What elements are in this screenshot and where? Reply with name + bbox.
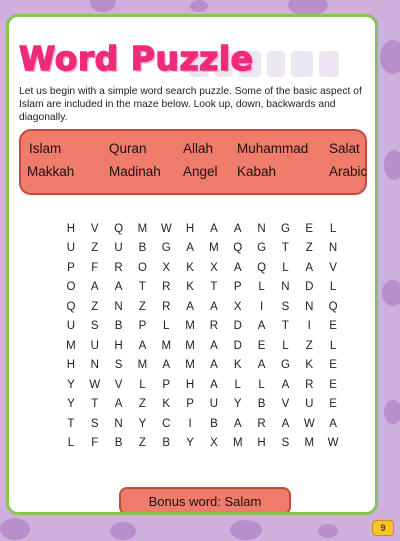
word-islam: Islam [29,141,62,156]
word-list-row [21,164,368,184]
grid-letter[interactable]: Z [138,437,146,450]
grid-letter[interactable]: V [114,378,123,391]
grid-letter[interactable]: P [138,320,147,333]
grid-letter[interactable]: N [305,300,314,313]
background-dot [384,400,400,424]
intro-text: Let us begin with a simple word search puzzle. Some of the basic aspect of Islam are included in the maze below. Look up, down, backwards and diagonally. [19,86,362,123]
background-dot [384,150,400,180]
grid-letter[interactable]: Q [114,222,124,235]
word-kabah: Kabah [237,164,277,179]
grid-letter[interactable]: N [90,359,99,372]
background-dot [0,518,30,540]
grid-letter[interactable]: U [305,398,314,411]
grid-letter[interactable]: C [162,417,171,430]
grid-letter[interactable]: H [114,339,123,352]
grid-letter[interactable]: N [114,300,123,313]
background-dot [90,0,116,12]
word-madinah: Madinah [109,164,161,179]
page-title: Word Puzzle [19,39,254,78]
grid-letter[interactable]: H [66,222,76,235]
grid-letter[interactable]: M [185,339,195,352]
grid-letter[interactable]: L [282,339,289,352]
background-dot [380,40,400,74]
grid-letter[interactable]: U [90,339,99,352]
grid-letter[interactable]: A [281,378,290,391]
bonus-word-box [119,487,291,515]
grid-letter[interactable]: Z [91,300,99,313]
grid-letter[interactable]: B [114,437,123,450]
grid-letter[interactable]: M [66,339,76,352]
grid-letter[interactable]: B [162,437,171,450]
grid-letter[interactable]: L [258,281,265,294]
bonus-label: Bonus word: [148,493,221,509]
background-dot [110,522,136,540]
grid-letter[interactable]: O [66,281,76,294]
word-quran: Quran [109,141,147,156]
grid-letter[interactable]: L [329,339,337,352]
word-salat: Salat [329,141,360,156]
grid-letter[interactable]: R [209,320,219,333]
grid-letter[interactable]: Y [67,378,75,391]
grid-letter[interactable]: T [91,398,99,411]
grid-letter[interactable]: B [257,398,266,411]
grid-letter[interactable]: H [66,359,76,372]
background-dot [382,280,400,306]
grid-letter[interactable]: A [186,300,194,313]
grid-letter[interactable]: A [210,339,218,352]
grid-letter[interactable]: D [233,320,242,333]
grid-letter[interactable]: I [307,320,311,333]
grid-letter[interactable]: P [233,281,242,294]
grid-letter[interactable]: G [257,242,267,255]
grid-letter[interactable]: W [303,417,315,430]
grid-letter[interactable]: U [209,398,219,411]
grid-letter[interactable]: V [281,398,290,411]
grid-letter[interactable]: B [210,417,218,430]
grid-letter[interactable]: L [67,437,75,450]
grid-letter[interactable]: A [329,417,337,430]
grid-letter[interactable]: K [233,359,242,372]
grid-letter[interactable]: T [281,320,289,333]
grid-letter[interactable]: Q [328,300,338,313]
grid-letter[interactable]: H [185,222,195,235]
grid-letter[interactable]: Z [138,398,146,411]
grid-letter[interactable]: E [329,398,337,411]
grid-letter[interactable]: A [233,417,242,430]
grid-letter[interactable]: I [259,300,264,313]
grid-letter[interactable]: U [66,242,76,255]
grid-letter[interactable]: F [91,261,99,274]
puzzle-card [6,14,378,515]
grid-letter[interactable]: A [138,339,147,352]
grid-letter[interactable]: R [162,281,171,294]
grid-letter[interactable]: S [281,300,290,313]
grid-letter[interactable]: R [162,300,171,313]
grid-letter[interactable]: A [114,281,123,294]
grid-letter[interactable]: S [90,417,99,430]
bonus-word: Salam [224,493,262,509]
grid-letter[interactable]: U [114,242,123,255]
grid-letter[interactable]: M [232,437,243,450]
grid-letter[interactable]: Q [257,261,267,274]
grid-letter[interactable]: R [114,261,123,274]
grid-letter[interactable]: Y [233,398,242,411]
page-number: 9 [372,520,394,536]
grid-letter[interactable]: D [305,281,314,294]
grid-letter[interactable]: S [281,437,290,450]
grid-letter[interactable]: K [162,398,171,411]
grid-letter[interactable]: E [329,378,337,391]
grid-letter[interactable]: L [329,281,337,294]
grid-letter[interactable]: E [305,222,314,235]
background-dot [190,0,208,12]
grid-letter[interactable]: L [139,378,146,391]
grid-letter[interactable]: A [257,320,266,333]
grid-letter[interactable]: A [210,300,218,313]
grid-letter[interactable]: M [304,437,315,450]
grid-letter[interactable]: Z [91,242,99,255]
grid-letter[interactable]: K [186,261,194,274]
word-makkah: Makkah [27,164,75,179]
grid-letter[interactable]: X [210,261,218,274]
grid-letter[interactable]: X [233,300,242,313]
grid-letter[interactable]: T [67,417,75,430]
word-muhammad: Muhammad [237,141,309,156]
grid-letter[interactable]: L [234,378,241,391]
grid-letter[interactable]: M [185,320,195,333]
grid-letter[interactable]: A [210,359,218,372]
word-angel: Angel [183,164,218,179]
grid-letter[interactable]: L [258,378,265,391]
grid-letter[interactable]: U [66,320,76,333]
grid-letter[interactable]: W [89,378,101,391]
word-allah: Allah [183,141,214,156]
grid-letter[interactable]: Z [138,300,146,313]
grid-letter[interactable]: A [186,242,194,255]
grid-letter[interactable]: S [114,359,123,372]
grid-letter[interactable]: R [257,417,266,430]
letter-grid [59,219,345,454]
grid-letter[interactable]: G [161,242,171,255]
grid-letter[interactable]: V [329,261,337,274]
word-list-box [19,129,367,195]
grid-letter[interactable]: R [305,378,314,391]
grid-letter[interactable]: B [114,320,123,333]
grid-letter[interactable]: N [114,417,123,430]
grid-letter[interactable]: L [282,261,289,274]
grid-letter[interactable]: W [160,222,172,235]
grid-letter[interactable]: N [328,242,338,255]
grid-letter[interactable]: A [281,417,290,430]
grid-letter[interactable]: Y [67,398,75,411]
grid-letter[interactable]: S [90,320,99,333]
grid-letter[interactable]: X [210,437,218,450]
grid-letter[interactable]: Q [233,242,243,255]
grid-letter[interactable]: B [138,242,147,255]
grid-letter[interactable]: G [280,359,290,372]
grid-letter[interactable]: N [281,281,290,294]
background-dot [230,520,262,540]
grid-letter[interactable]: X [162,261,171,274]
grid-letter[interactable]: Z [305,339,313,352]
grid-letter[interactable]: T [138,281,146,294]
grid-letter[interactable]: Z [305,242,313,255]
grid-letter[interactable]: L [329,222,337,235]
grid-letter[interactable]: Y [138,417,147,430]
grid-letter[interactable]: A [305,261,314,274]
grid-letter[interactable]: N [257,222,266,235]
grid-letter[interactable]: V [90,222,99,235]
grid-letter[interactable]: H [185,378,195,391]
grid-letter[interactable]: A [162,359,171,372]
grid-letter[interactable]: E [257,339,266,352]
grid-letter[interactable]: M [137,359,148,372]
grid-letter[interactable]: E [329,320,337,333]
grid-letter[interactable]: P [67,261,75,274]
grid-letter[interactable]: P [186,398,194,411]
grid-letter[interactable]: K [186,281,194,294]
grid-letter[interactable]: M [209,242,219,255]
word-list-row [21,141,365,161]
grid-letter[interactable]: P [162,378,171,391]
grid-letter[interactable]: A [210,222,218,235]
grid-letter[interactable]: A [114,398,123,411]
word-arabic: Arabic [329,164,368,179]
grid-letter[interactable]: M [161,339,172,352]
grid-letter[interactable]: M [185,359,195,372]
grid-letter[interactable]: G [280,222,290,235]
grid-letter[interactable]: I [188,417,192,430]
grid-letter[interactable]: D [233,339,242,352]
grid-letter[interactable]: A [90,281,99,294]
grid-letter[interactable]: H [257,437,266,450]
grid-letter[interactable]: T [281,242,289,255]
background-dot [318,524,338,538]
grid-letter[interactable]: O [137,261,147,274]
grid-letter[interactable]: Q [66,300,76,313]
grid-letter[interactable]: F [91,437,99,450]
grid-letter[interactable]: L [163,320,170,333]
grid-letter[interactable]: W [327,437,339,450]
grid-letter[interactable]: Y [186,437,194,450]
grid-letter[interactable]: A [233,222,242,235]
grid-letter[interactable]: M [137,222,148,235]
grid-letter[interactable]: A [257,359,266,372]
grid-letter[interactable]: A [233,261,242,274]
grid-letter[interactable]: A [210,378,218,391]
grid-letter[interactable]: K [305,359,314,372]
grid-letter[interactable]: E [329,359,337,372]
grid-letter[interactable]: T [210,281,218,294]
